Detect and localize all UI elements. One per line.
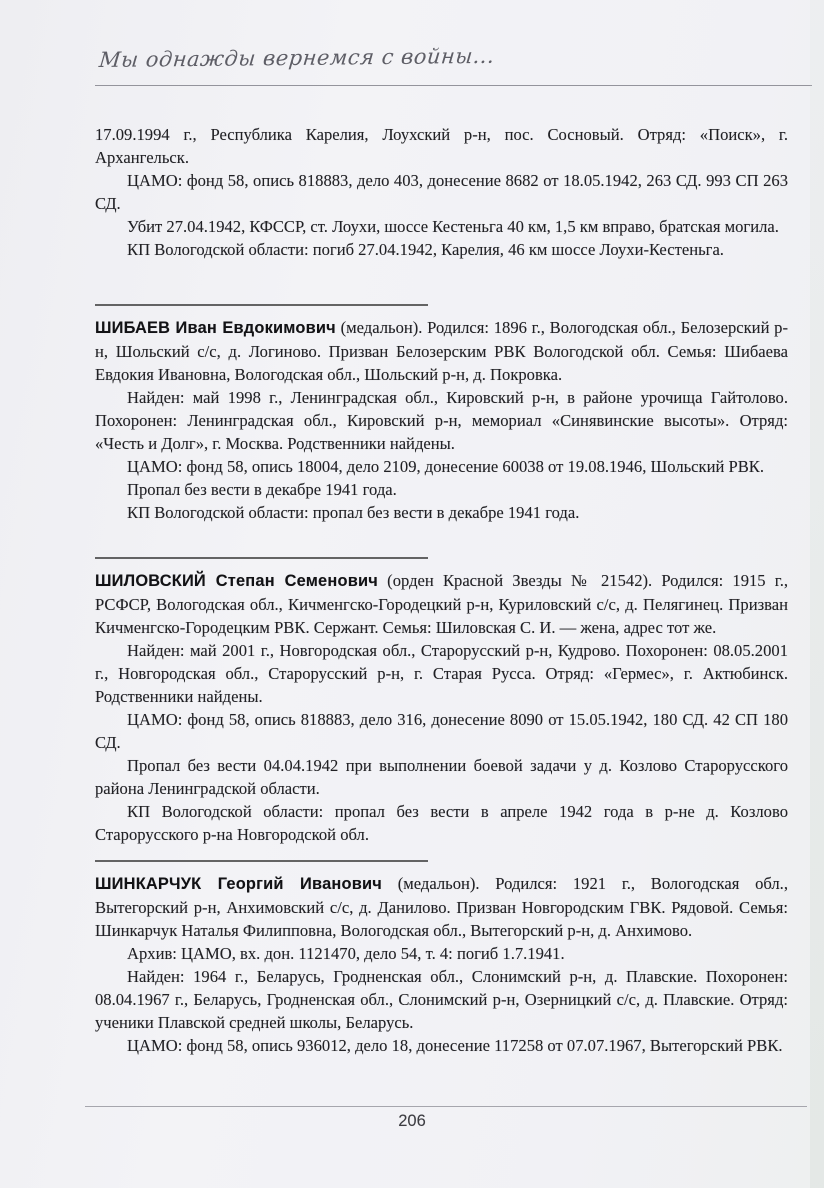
paragraph-bio [95,569,788,639]
entry-shibaev [95,316,788,524]
footer-rule [85,1106,807,1107]
paragraph-memory-book: КП Вологодской области: погиб 27.04.1942, Карелия, 46 км шоссе Лоухи-Кестеньга. [127,240,724,259]
paragraph-memory-book: КП Вологодской области: пропал без вести в апреле 1942 года в р-не д. Козлово Старорусского р-на Новгородской обл. [95,802,788,844]
paragraph-archive-2: ЦАМО: фонд 58, опись 936012, дело 18, донесение 117258 от 07.07.1967, Вытегорский РВК. [127,1036,783,1055]
entry-intro: (медальон). Родился: 1896 г., Вологодская обл., Белозерский р-н, Шольский с/с, д. Логиново. Призван Белозерским РВК Вологодской обл. Семья: Шибаева Евдокия Ивановна, Вологодская обл., Шольский р-н, д. Покровка. [95,318,789,384]
entry-name: ШИЛОВСКИЙ Степан Семенович [95,572,378,590]
paragraph-archive: ЦАМО: фонд 58, опись 818883, дело 316, донесение 8090 от 15.05.1942, 180 СД. 42 СП 180 СД. [95,710,788,752]
entry-name: ШИНКАРЧУК Георгий Иванович [95,875,382,893]
running-header-script: Мы однажды вернемся с войны... [98,43,496,72]
paragraph-found: Найден: май 1998 г., Ленинградская обл., Кировский р-н, в районе урочища Гайтолово. Похоронен: Ленинградская обл., Кировский р-н, мемориал «Синявинские высоты». Отряд: «Честь и Долг», г. Москва. Родственники найдены. [95,388,788,453]
entry-separator [95,557,428,559]
paragraph-missing: Пропал без вести 04.04.1942 при выполнении боевой задачи у д. Козлово Старорусского района Ленинградской области. [95,756,788,798]
paragraph-bio [95,872,788,942]
paragraph-archive: ЦАМО: фонд 58, опись 818883, дело 403, донесение 8682 от 18.05.1942, 263 СД. 993 СП 263 СД. [95,171,788,213]
paragraph-archive: ЦАМО: фонд 58, опись 18004, дело 2109, донесение 60038 от 19.08.1946, Шольский РВК. [127,457,765,476]
page-number: 206 [398,1112,426,1130]
entry-name: ШИБАЕВ Иван Евдокимович [95,319,336,337]
entry-shinkarchuk [95,872,788,1057]
paragraph-found: Найден: май 2001 г., Новгородская обл., Старорусский р-н, Кудрово. Похоронен: 08.05.2001 г., Новгородская обл., Старорусский р-н, г. Старая Русса. Отряд: «Гермес», г. Актюбинск. Родственники найдены. [95,641,788,706]
header-rule [95,85,812,86]
entry-separator [95,860,428,862]
entry-shilovskiy [95,569,788,846]
paragraph-killed: Убит 27.04.1942, КФССР, ст. Лоухи, шоссе Кестеньга 40 км, 1,5 км вправо, братская могила. [127,217,779,236]
entry-intro: (орден Красной Звезды № 21542). Родился: 1915 г., РСФСР, Вологодская обл., Кичменгско-Городецкий р-н, Куриловский с/с, д. Пелягинец. Призван Кичменгско-Городецким РВК. Сержант. Семья: Шиловская С. И. — жена, адрес тот же. [95,571,789,637]
paragraph-memory-book: КП Вологодской области: пропал без вести в декабре 1941 года. [127,503,580,522]
paragraph-found: 17.09.1994 г., Республика Карелия, Лоухский р-н, пос. Сосновый. Отряд: «Поиск», г. Архангельск. [95,125,788,167]
paragraph-found: Найден: 1964 г., Беларусь, Гродненская обл., Слонимский р-н, д. Плавские. Похоронен: 08.04.1967 г., Беларусь, Гродненская обл., Слонимский р-н, Озерницкий с/с, д. Плавские. Отряд: ученики Плавской средней школы, Беларусь. [95,967,788,1032]
scan-edge-artifact [810,0,824,1188]
entry-continuation [95,123,788,261]
paragraph-archive: Архив: ЦАМО, вх. дон. 1121470, дело 54, т. 4: погиб 1.7.1941. [127,944,565,963]
entry-intro: (медальон). Родился: 1921 г., Вологодская обл., Вытегорский р-н, Анхимовский с/с, д. Данилово. Призван Новгородским ГВК. Рядовой. Семья: Шинкарчук Наталья Филипповна, Вологодская обл., Вытегорский р-н, д. Анхимово. [95,874,788,940]
paragraph-missing: Пропал без вести в декабре 1941 года. [127,480,397,499]
paragraph-bio [95,316,788,386]
entry-separator [95,304,428,306]
